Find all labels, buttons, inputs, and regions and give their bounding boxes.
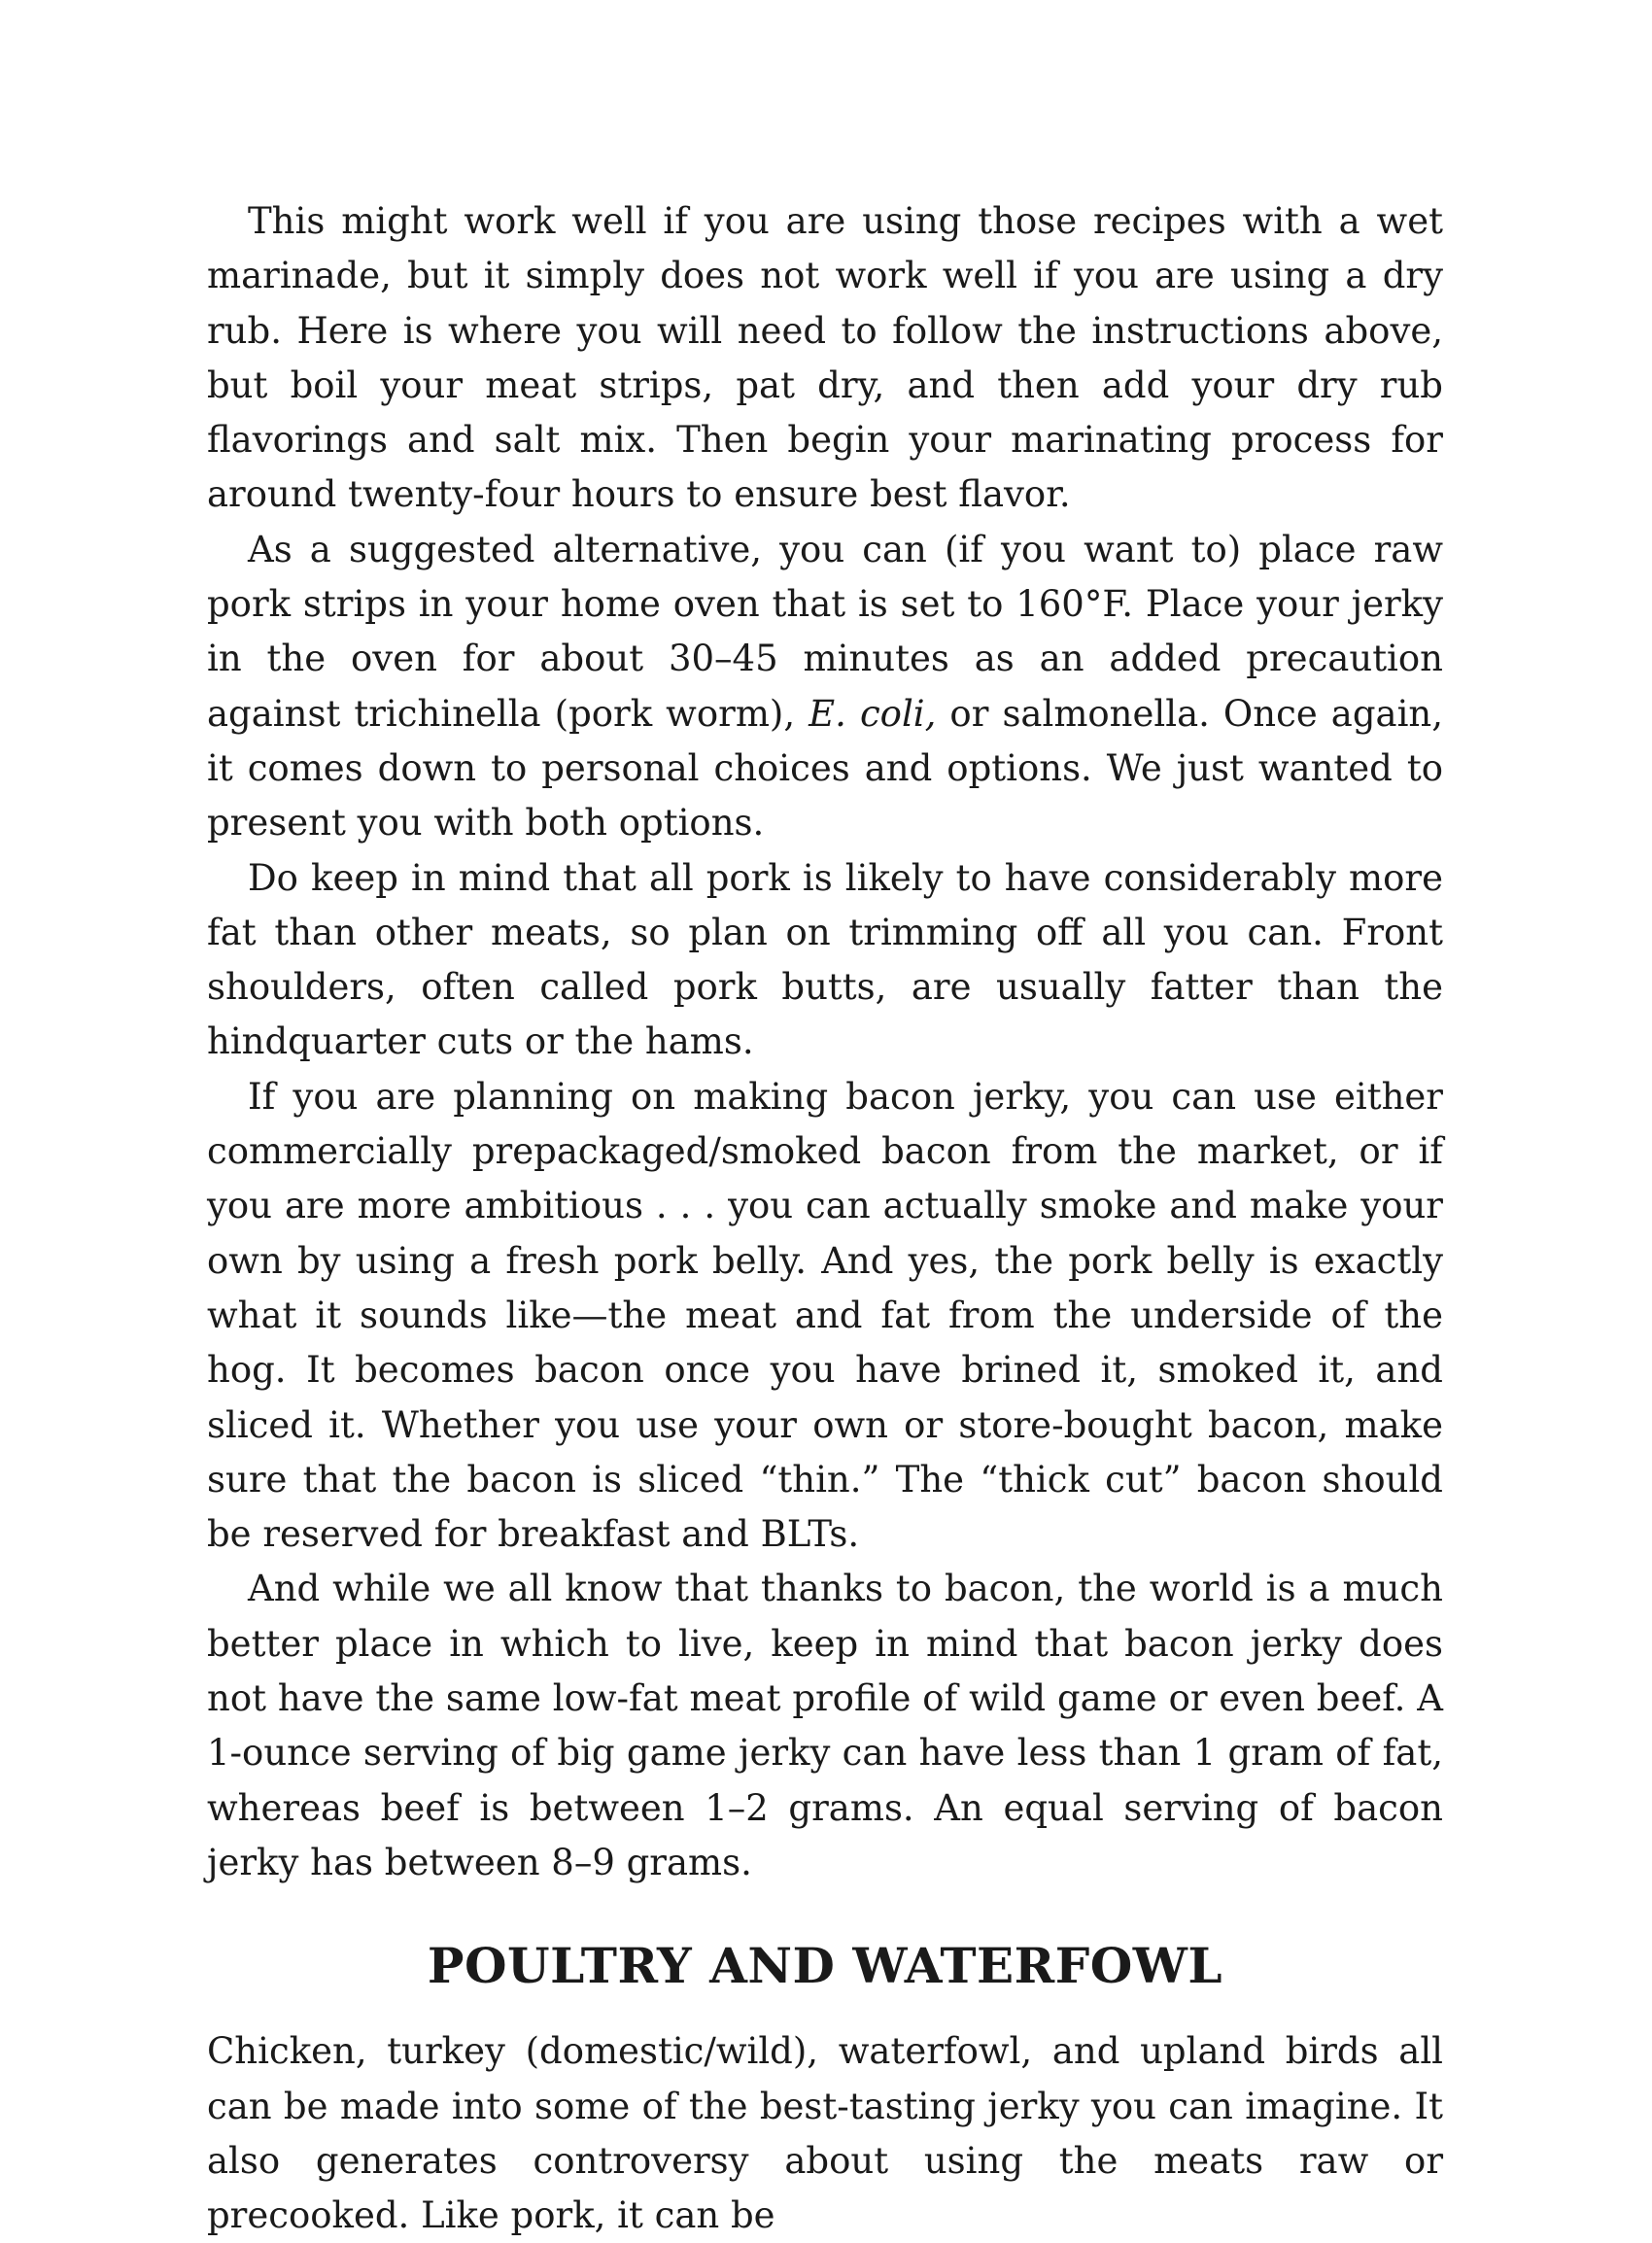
paragraph-dry-rub: This might work well if you are using those recipes with a wet marinade, but it simply does not work well if you are using a dry rub. Here is where you will need to follow the instructions above, but boil your meat strips, pat dry, and then add your dry rub flavorings and salt mix. Then begin your marinating process for around twenty-four hours to ensure best flavor. [207, 200, 1443, 516]
paragraph-oven-alternative [207, 523, 1443, 851]
paragraph-oven-text-after: or salmonella. Once again, it comes down to personal choices and options. We just wanted to present you with both options. [207, 692, 1443, 845]
paragraph-oven-text-before: As a suggested alternative, you can (if you want to) place raw pork strips in your home oven that is set to 160°F. Place your jerky in the oven for about 30–45 minutes as an added precaution against trichinella (pork worm), [207, 528, 1443, 735]
paragraph-bacon-fat: And while we all know that thanks to bacon, the world is a much better place in which to live, keep in mind that bacon jerky does not have the same low-fat meat profile of wild game or even beef. A 1-ounce serving of big game jerky can have less than 1 gram of fat, whereas beef is between 1–2 grams. An equal serving of bacon jerky has between 8–9 grams. [207, 1568, 1443, 1883]
section-heading: POULTRY AND WATERFOWL [427, 1937, 1223, 1995]
paragraph-poultry: Chicken, turkey (domestic/wild), waterfowl, and upland birds all can be made into some of the best-tasting jerky you can imagine. It also generates controversy about using the meats raw or precooked. Like pork, it can be [207, 2030, 1443, 2237]
paragraph-pork-fat: Do keep in mind that all pork is likely to have considerably more fat than other meats, so plan on trimming off all you can. Front shoulders, often called pork butts, are usually fatter than the hindquarter cuts or the hams. [207, 856, 1443, 1063]
paragraph-oven-italic: E. coli, [809, 692, 937, 735]
paragraph-bacon-jerky: If you are planning on making bacon jerky, you can use either commercially prepackaged/smoked bacon from the market, or if you are more ambitious . . . you can actually smoke and make your own by using a fresh pork belly. And yes, the pork belly is exactly what it sounds like—the meat and fat from the underside of the hog. It becomes bacon once you have brined it, smoked it, and sliced it. Whether you use your own or store-bought bacon, make sure that the bacon is sliced “thin.” The “thick cut” bacon should be reserved for breakfast and BLTs. [207, 1075, 1443, 1556]
book-page [207, 194, 1443, 2243]
